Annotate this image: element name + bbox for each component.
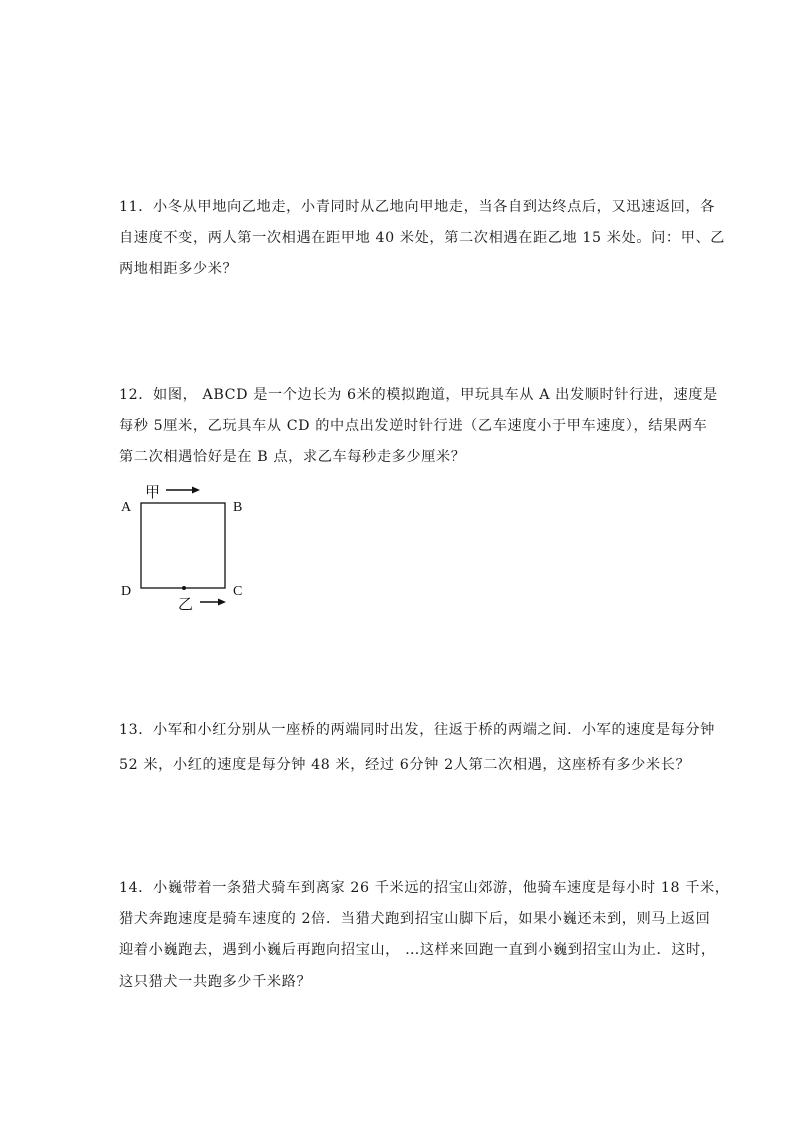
problem-13-line-1: 13．小军和小红分别从一座桥的两端同时出发，往返于桥的两端之间．小军的速度是每分钟 [119,722,715,738]
track-diagram [118,482,258,612]
problem-11-line-3: 两地相距多少米？ [119,261,238,278]
corner-label-c: C [233,584,243,599]
problem-14 [119,880,730,990]
problem-11-line-1: 11．小冬从甲地向乙地走，小青同时从乙地向甲地走，当各自到达终点后，又迅速返回，各 [119,199,715,215]
problem-12-line-1: 12．如图， ABCD 是一个边长为 6米的模拟跑道，甲玩具车从 A 出发顺时针行进，速度是 [119,387,718,403]
car-yi-arrow-icon [200,599,226,606]
problem-12 [119,387,718,466]
corner-label-b: B [233,500,243,515]
problem-13-line-2: 52 米，小红的速度是每分钟 48 米，经过 6分钟 2人第二次相遇，这座桥有多少米长？ [119,757,691,774]
problem-14-line-2: 猎犬奔跑速度是骑车速度的 2倍．当猎犬跑到招宝山脚下后，如果小巍还未到，则马上返回 [119,911,711,928]
problem-13 [119,722,715,774]
corner-label-d: D [121,584,132,599]
problem-12-line-2: 每秒 5厘米，乙玩具车从 CD 的中点出发逆时针行进（乙车速度小于甲车速度），结果两车 [119,418,708,435]
car-jia-label: 甲 [145,483,161,501]
car-yi-label: 乙 [178,595,194,612]
cd-midpoint-dot [182,586,186,590]
problem-11 [119,199,726,278]
track-square [141,503,225,588]
problem-14-line-3: 迎着小巍跑去，遇到小巍后再跑向招宝山， …这样来回跑一直到小巍到招宝山为止．这时， [119,942,716,959]
problem-12-line-3: 第二次相遇恰好是在 B 点，求乙车每秒走多少厘米？ [119,449,466,466]
problem-11-line-2: 自速度不变，两人第一次相遇在距甲地 40 米处，第二次相遇在距乙地 15 米处。问：甲、乙 [119,230,726,247]
problem-14-line-4: 这只猎犬一共跑多少千米路？ [119,973,312,990]
corner-label-a: A [121,500,132,515]
problem-14-line-1: 14．小巍带着一条猎犬骑车到离家 26 千米远的招宝山郊游，他骑车速度是每小时 18 千米， [119,880,730,896]
car-jia-arrow-icon [166,487,200,494]
